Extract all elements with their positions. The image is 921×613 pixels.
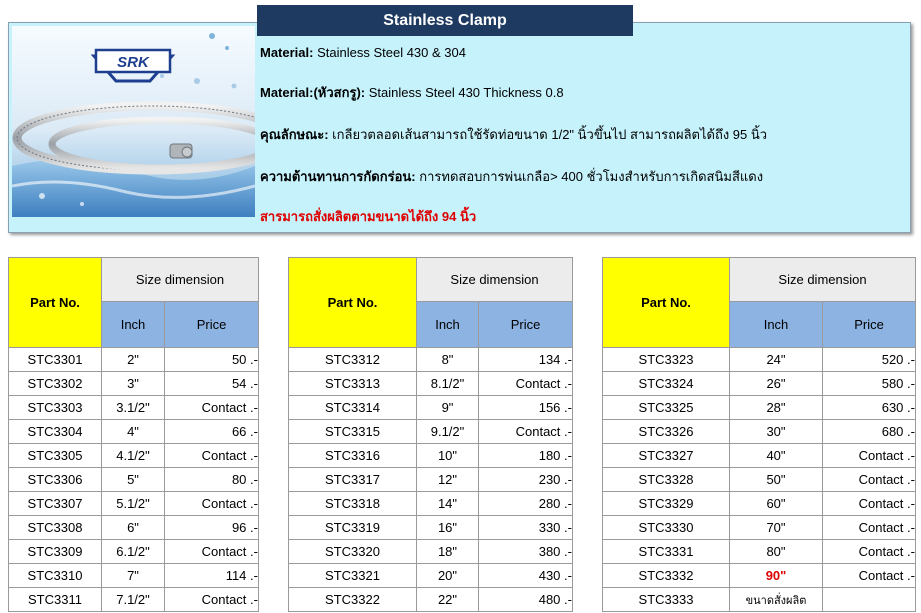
table-row	[603, 516, 916, 540]
price-cell	[479, 564, 573, 588]
price-suffix: .-	[907, 352, 915, 367]
price-cell	[479, 540, 573, 564]
corrosion-value: การทดสอบการพ่นเกลือ> 400 ชั่วโมงสำหรับการเกิดสนิมสีแดง	[419, 169, 764, 184]
price-cell	[165, 468, 259, 492]
table-row	[289, 492, 573, 516]
material-value: Stainless Steel 430 & 304	[317, 45, 466, 60]
table-row	[603, 372, 916, 396]
part-number-cell: STC3323	[603, 348, 730, 372]
price-header: Price	[823, 302, 916, 348]
inch-cell: 20"	[417, 564, 479, 588]
part-number-cell: STC3307	[9, 492, 102, 516]
table-row	[289, 516, 573, 540]
size-dimension-header: Size dimension	[730, 258, 916, 302]
price-value: Contact	[858, 472, 904, 487]
logo-text: SRK	[117, 54, 149, 71]
price-value: 180	[538, 448, 561, 463]
page-title: Stainless Clamp	[257, 5, 633, 36]
table-header-row	[9, 258, 259, 302]
part-number-cell: STC3317	[289, 468, 417, 492]
price-suffix: .-	[564, 568, 572, 583]
table-row	[9, 348, 259, 372]
price-value: Contact	[201, 496, 247, 511]
table-row	[603, 564, 916, 588]
price-cell	[823, 492, 916, 516]
price-header: Price	[165, 302, 259, 348]
inch-cell: 26"	[730, 372, 823, 396]
table-row	[9, 372, 259, 396]
table-row	[289, 372, 573, 396]
price-suffix: .-	[564, 400, 572, 415]
table-row	[9, 396, 259, 420]
price-suffix: .-	[250, 352, 258, 367]
clamp-image	[12, 26, 255, 217]
price-value: 156	[538, 400, 561, 415]
price-value: Contact	[858, 544, 904, 559]
part-number-cell: STC3315	[289, 420, 417, 444]
inch-cell: 7"	[102, 564, 165, 588]
table-row	[603, 540, 916, 564]
inch-header: Inch	[417, 302, 479, 348]
part-number-cell: STC3306	[9, 468, 102, 492]
inch-cell: 16"	[417, 516, 479, 540]
inch-cell: 8"	[417, 348, 479, 372]
order-number: 94	[441, 209, 457, 224]
part-number-cell: STC3333	[603, 588, 730, 612]
part-number-cell: STC3311	[9, 588, 102, 612]
inch-cell: 60"	[730, 492, 823, 516]
price-value: 380	[538, 544, 561, 559]
table-row	[289, 420, 573, 444]
part-number-cell: STC3329	[603, 492, 730, 516]
order-suffix: นิ้ว	[460, 209, 477, 224]
part-number-cell: STC3310	[9, 564, 102, 588]
price-suffix: .-	[564, 544, 572, 559]
price-cell	[479, 516, 573, 540]
price-suffix: .-	[250, 400, 258, 415]
price-value: 480	[538, 592, 561, 607]
price-suffix: .-	[250, 424, 258, 439]
price-value: 134	[538, 352, 561, 367]
table-row	[9, 588, 259, 612]
part-number-cell: STC3318	[289, 492, 417, 516]
price-value: 66	[231, 424, 247, 439]
part-number-cell: STC3313	[289, 372, 417, 396]
price-suffix: .-	[250, 376, 258, 391]
part-number-cell: STC3325	[603, 396, 730, 420]
part-number-cell: STC3302	[9, 372, 102, 396]
price-cell	[165, 564, 259, 588]
price-cell	[823, 564, 916, 588]
table-header-row	[603, 258, 916, 302]
info-material	[260, 45, 466, 60]
price-value: Contact	[515, 376, 561, 391]
table-row	[289, 540, 573, 564]
price-value: 114	[225, 568, 247, 583]
inch-cell: 22"	[417, 588, 479, 612]
part-no-header: Part No.	[289, 258, 417, 348]
price-cell	[165, 492, 259, 516]
price-cell	[479, 492, 573, 516]
inch-cell: 7.1/2"	[102, 588, 165, 612]
table-row	[289, 588, 573, 612]
part-number-cell: STC3312	[289, 348, 417, 372]
inch-cell: 50"	[730, 468, 823, 492]
inch-cell: 9.1/2"	[417, 420, 479, 444]
price-cell	[479, 348, 573, 372]
table-header-row	[289, 258, 573, 302]
price-cell	[823, 420, 916, 444]
feature-label: คุณลักษณะ:	[260, 127, 329, 142]
part-number-cell: STC3326	[603, 420, 730, 444]
price-suffix: .-	[564, 592, 572, 607]
part-number-cell: STC3301	[9, 348, 102, 372]
inch-cell: 24"	[730, 348, 823, 372]
price-suffix: .-	[250, 496, 258, 511]
price-value: Contact	[201, 400, 247, 415]
table-row	[603, 420, 916, 444]
screw-value: Stainless Steel 430 Thickness 0.8	[368, 85, 564, 100]
price-suffix: .-	[907, 496, 915, 511]
price-value: 680	[881, 424, 904, 439]
price-suffix: .-	[564, 424, 572, 439]
part-number-cell: STC3332	[603, 564, 730, 588]
part-number-cell: STC3321	[289, 564, 417, 588]
price-suffix: .-	[564, 472, 572, 487]
price-suffix: .-	[907, 472, 915, 487]
table-row	[289, 468, 573, 492]
price-suffix: .-	[907, 424, 915, 439]
inch-header: Inch	[730, 302, 823, 348]
price-cell	[165, 420, 259, 444]
part-no-header: Part No.	[603, 258, 730, 348]
inch-cell: 2"	[102, 348, 165, 372]
table-row	[9, 468, 259, 492]
price-cell	[823, 588, 916, 612]
price-cell	[479, 420, 573, 444]
price-header: Price	[479, 302, 573, 348]
price-cell	[823, 444, 916, 468]
price-cell	[479, 468, 573, 492]
part-number-cell: STC3327	[603, 444, 730, 468]
price-suffix: .-	[907, 400, 915, 415]
price-suffix: .-	[250, 472, 258, 487]
inch-cell: 4.1/2"	[102, 444, 165, 468]
price-value: Contact	[201, 448, 247, 463]
inch-cell: 8.1/2"	[417, 372, 479, 396]
table-row	[9, 540, 259, 564]
price-cell	[165, 444, 259, 468]
inch-cell: 18"	[417, 540, 479, 564]
part-number-cell: STC3324	[603, 372, 730, 396]
price-value: 54	[231, 376, 247, 391]
price-suffix: .-	[564, 376, 572, 391]
price-cell	[823, 396, 916, 420]
inch-cell: 90"	[730, 564, 823, 588]
table-row	[289, 396, 573, 420]
inch-cell: 12"	[417, 468, 479, 492]
info-feature	[260, 124, 767, 145]
table-row	[9, 516, 259, 540]
material-label: Material:	[260, 45, 314, 60]
inch-cell: ขนาดสั่งผลิต	[730, 588, 823, 612]
table-row	[289, 564, 573, 588]
price-suffix: .-	[250, 568, 258, 583]
price-value: 630	[881, 400, 904, 415]
price-suffix: .-	[564, 520, 572, 535]
price-cell	[479, 396, 573, 420]
size-dimension-header: Size dimension	[417, 258, 573, 302]
table-row	[9, 564, 259, 588]
price-value: Contact	[201, 592, 247, 607]
price-suffix: .-	[250, 520, 258, 535]
inch-cell: 6"	[102, 516, 165, 540]
price-value: Contact	[858, 496, 904, 511]
part-number-cell: STC3319	[289, 516, 417, 540]
price-cell	[165, 540, 259, 564]
price-cell	[823, 540, 916, 564]
table-row	[603, 396, 916, 420]
price-cell	[823, 516, 916, 540]
table-row	[289, 444, 573, 468]
inch-cell: 3"	[102, 372, 165, 396]
price-value: Contact	[515, 424, 561, 439]
price-value: Contact	[858, 448, 904, 463]
price-cell	[823, 348, 916, 372]
inch-cell: 70"	[730, 516, 823, 540]
price-suffix: .-	[564, 448, 572, 463]
price-cell	[165, 588, 259, 612]
corrosion-label: ความต้านทานการกัดกร่อน:	[260, 169, 416, 184]
part-number-cell: STC3309	[9, 540, 102, 564]
screw-label: Material:(หัวสกรู):	[260, 85, 366, 100]
part-number-cell: STC3322	[289, 588, 417, 612]
part-number-cell: STC3320	[289, 540, 417, 564]
price-table-2	[288, 257, 573, 612]
size-dimension-header: Size dimension	[102, 258, 259, 302]
inch-cell: 30"	[730, 420, 823, 444]
price-suffix: .-	[907, 520, 915, 535]
order-prefix: สารมารถสั่งผลิตตามขนาดได้ถึง	[260, 209, 439, 224]
info-screw	[260, 82, 564, 103]
price-suffix: .-	[907, 568, 915, 583]
price-value: 280	[538, 496, 561, 511]
price-cell	[479, 444, 573, 468]
part-number-cell: STC3331	[603, 540, 730, 564]
price-value: 50	[231, 352, 247, 367]
price-suffix: .-	[907, 448, 915, 463]
part-number-cell: STC3303	[9, 396, 102, 420]
price-suffix: .-	[250, 592, 258, 607]
part-number-cell: STC3314	[289, 396, 417, 420]
part-number-cell: STC3304	[9, 420, 102, 444]
price-value: 580	[881, 376, 904, 391]
price-value: Contact	[858, 568, 904, 583]
product-photo	[12, 26, 255, 217]
price-table-3	[602, 257, 916, 612]
price-table-1	[8, 257, 259, 612]
price-value: Contact	[858, 520, 904, 535]
inch-header: Inch	[102, 302, 165, 348]
price-suffix: .-	[564, 496, 572, 511]
price-value: Contact	[201, 544, 247, 559]
price-cell	[823, 468, 916, 492]
part-number-cell: STC3308	[9, 516, 102, 540]
price-cell	[165, 348, 259, 372]
price-cell	[165, 516, 259, 540]
part-number-cell: STC3305	[9, 444, 102, 468]
price-suffix: .-	[907, 544, 915, 559]
inch-cell: 5"	[102, 468, 165, 492]
price-suffix: .-	[250, 544, 258, 559]
table-row	[9, 492, 259, 516]
inch-cell: 10"	[417, 444, 479, 468]
price-cell	[165, 396, 259, 420]
info-corrosion	[260, 166, 763, 187]
table-row	[603, 588, 916, 612]
price-suffix: .-	[564, 352, 572, 367]
price-cell	[479, 372, 573, 396]
inch-cell: 28"	[730, 396, 823, 420]
price-suffix: .-	[907, 376, 915, 391]
info-order-note	[260, 206, 476, 227]
inch-cell: 40"	[730, 444, 823, 468]
table-row	[603, 492, 916, 516]
table-row	[603, 348, 916, 372]
price-cell	[823, 372, 916, 396]
price-value: 330	[538, 520, 561, 535]
inch-cell: 80"	[730, 540, 823, 564]
price-value: 80	[231, 472, 247, 487]
price-value: 520	[881, 352, 904, 367]
price-suffix: .-	[250, 448, 258, 463]
table-row	[9, 420, 259, 444]
part-no-header: Part No.	[9, 258, 102, 348]
price-cell	[479, 588, 573, 612]
price-cell	[165, 372, 259, 396]
price-value: 430	[538, 568, 561, 583]
inch-cell: 9"	[417, 396, 479, 420]
inch-cell: 5.1/2"	[102, 492, 165, 516]
inch-cell: 14"	[417, 492, 479, 516]
table-row	[603, 468, 916, 492]
table-row	[603, 444, 916, 468]
inch-cell: 4"	[102, 420, 165, 444]
table-row	[9, 444, 259, 468]
inch-cell: 3.1/2"	[102, 396, 165, 420]
table-row	[289, 348, 573, 372]
part-number-cell: STC3316	[289, 444, 417, 468]
price-value: 230	[538, 472, 561, 487]
inch-cell: 6.1/2"	[102, 540, 165, 564]
part-number-cell: STC3330	[603, 516, 730, 540]
price-value: 96	[231, 520, 247, 535]
feature-value: เกลียวตลอดเส้นสามารถใช้รัดท่อขนาด 1/2" นิ้วขึ้นไป สามารถผลิตได้ถึง 95 นิ้ว	[332, 127, 768, 142]
part-number-cell: STC3328	[603, 468, 730, 492]
